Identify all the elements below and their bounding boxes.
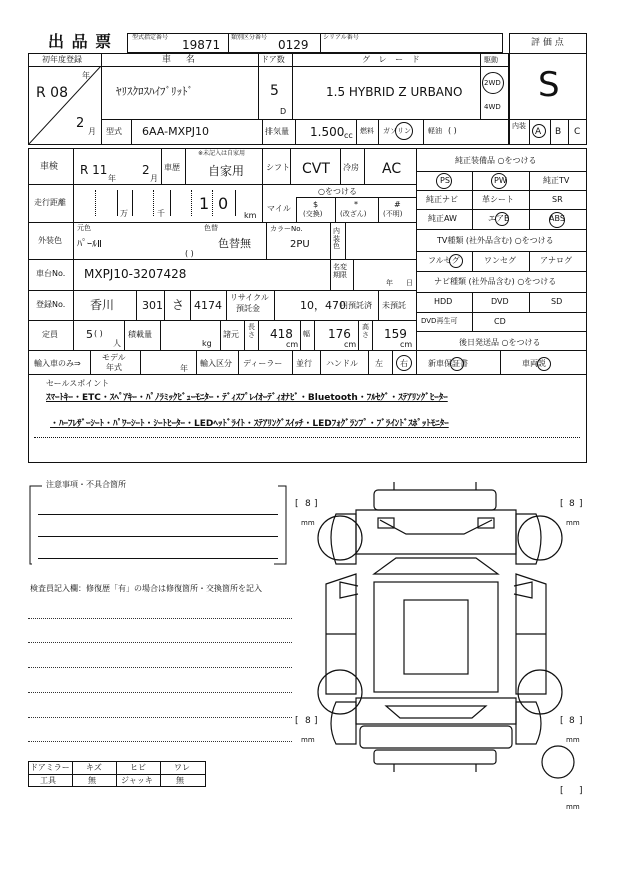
drive-2wd-circle xyxy=(482,72,504,94)
car-name-value[interactable]: ﾔﾘｽｸﾛｽﾊｲﾌﾞﾘｯﾄﾞ xyxy=(116,85,193,98)
equip-leather[interactable]: 革シート xyxy=(482,195,514,204)
first-reg-month[interactable]: 2 xyxy=(76,116,85,131)
mileage-unit: km xyxy=(244,211,257,220)
legend-header-mirror: ドアミラー xyxy=(30,763,70,772)
mark-modified-top[interactable]: * xyxy=(354,200,358,209)
grade-value[interactable]: 1.5 HYBRID Z URBANO xyxy=(326,85,463,99)
later-warranty-circle xyxy=(450,357,464,371)
tire-fl-value[interactable]: 8 xyxy=(305,499,311,509)
form-title: 出 品 票 xyxy=(48,32,113,51)
width-unit: cm xyxy=(344,340,357,349)
handle-left[interactable]: 左 xyxy=(375,359,383,368)
equip-ps[interactable]: PS xyxy=(440,176,450,185)
equip-ps-circle xyxy=(436,173,452,189)
doors-value[interactable]: 5 xyxy=(270,83,279,99)
inspection-year[interactable]: R 11 xyxy=(80,163,108,177)
color-no-label: カラーNo. xyxy=(270,225,303,233)
mark-modified-bottom: (改ざん) xyxy=(340,210,367,218)
load-label: 積載量 xyxy=(128,330,152,339)
tire-rl-unit: mm xyxy=(301,736,315,744)
shift-label: シフト xyxy=(266,163,290,172)
fuel-gasoline[interactable]: ガソリン xyxy=(383,127,411,135)
width-label: 幅 xyxy=(303,330,310,338)
model-label: 型式 xyxy=(106,127,122,136)
mark-exchange-top[interactable]: $ xyxy=(313,200,319,209)
wheel-front-right-icon xyxy=(518,516,562,560)
model-year-suffix: 年 xyxy=(180,364,188,373)
first-reg-year[interactable]: R 08 xyxy=(36,85,68,101)
rating-value[interactable]: S xyxy=(538,65,560,105)
height-value[interactable]: 159 xyxy=(384,327,407,341)
wheel-rear-left-icon xyxy=(318,670,362,714)
tire-rr-unit: mm xyxy=(566,736,580,744)
tire-fl-bracket-open: [ xyxy=(295,499,299,509)
spare-bracket-close: ] xyxy=(579,786,583,796)
inspection-month-suffix: 月 xyxy=(150,174,158,183)
equip-navi[interactable]: 純正ナビ xyxy=(426,195,458,204)
model-year-label-2: 年式 xyxy=(106,363,122,372)
tire-fr-value[interactable]: 8 xyxy=(569,499,575,509)
tire-fr-bracket-open: [ xyxy=(560,499,564,509)
height-label: 高さ xyxy=(362,323,369,339)
caution-bracket xyxy=(28,485,288,565)
equip-aw[interactable]: 純正AW xyxy=(428,214,457,223)
tire-rl-value[interactable]: 8 xyxy=(305,716,311,726)
dvd-play[interactable]: DVD再生可 xyxy=(421,317,458,325)
mileage-digit-1[interactable]: 1 xyxy=(199,194,210,213)
first-reg-year-suffix: 年 xyxy=(82,71,90,80)
mileage-man: 万 xyxy=(120,209,128,218)
capacity-paren: ( ) xyxy=(94,329,103,338)
displacement-unit: cc xyxy=(344,131,353,140)
interior-c[interactable]: C xyxy=(574,127,581,137)
reg-number[interactable]: 4174 xyxy=(194,299,222,312)
wheel-front-left-icon xyxy=(318,516,362,560)
legend-jack-value[interactable]: 無 xyxy=(176,776,184,785)
car-name-label: 車 名 xyxy=(162,55,201,65)
later-warranty[interactable]: 新車保証書 xyxy=(428,359,468,368)
mark-unknown-top[interactable]: # xyxy=(394,200,401,209)
doors-label: ドア数 xyxy=(261,55,285,64)
shift-value[interactable]: CVT xyxy=(302,161,330,177)
navi-sd[interactable]: SD xyxy=(551,297,563,306)
tire-rr-value[interactable]: 8 xyxy=(569,716,575,726)
type-approval-label: 型式指定番号 xyxy=(132,34,169,41)
equip-airbag-circle xyxy=(495,212,509,226)
equip-airbag[interactable]: エアB xyxy=(488,214,510,223)
recycle-label-1: リサイクル xyxy=(230,293,269,302)
category-label: 類別区分番号 xyxy=(231,34,268,41)
interior-rating-label: 内装 xyxy=(512,122,526,130)
equip-abs-circle xyxy=(549,212,565,228)
width-value[interactable]: 176 xyxy=(328,327,351,341)
capacity-unit: 人 xyxy=(113,339,121,348)
equip-sr[interactable]: SR xyxy=(552,195,563,204)
mile-label[interactable]: マイル xyxy=(267,204,291,213)
cd-play[interactable]: CD xyxy=(494,317,506,326)
serial-label: シリアル番号 xyxy=(323,34,359,41)
drive-label: 駆動 xyxy=(484,56,498,64)
later-manual[interactable]: 車両説 xyxy=(522,359,546,368)
orig-color-value[interactable]: ﾊﾟｰﾙⅡ xyxy=(77,239,102,250)
handle-right[interactable]: 右 xyxy=(400,359,408,368)
mark-unknown-bottom: (不明) xyxy=(383,210,403,218)
vehicle-type-value[interactable]: 自家用 xyxy=(208,164,245,178)
category-value[interactable]: 0129 xyxy=(278,38,309,52)
tire-rl-bracket-open: [ xyxy=(295,716,299,726)
recycle-value[interactable]: 10，470 xyxy=(300,299,346,312)
first-reg-label: 初年度登録 xyxy=(42,55,82,64)
height-unit: cm xyxy=(400,340,413,349)
wheel-rear-right-icon xyxy=(518,670,562,714)
caution-label: 注意事項・不具合箇所 xyxy=(46,480,126,489)
load-unit: kg xyxy=(202,339,212,348)
color-no-value[interactable]: 2PU xyxy=(290,239,310,250)
legend-header-crack: ヒビ xyxy=(130,763,146,772)
inspection-year-suffix: 年 xyxy=(108,174,116,183)
tv-fullseg-circle xyxy=(449,254,463,268)
orig-color-label: 元色 xyxy=(77,224,91,232)
name-change-day: 日 xyxy=(406,279,413,287)
legend-jack: ジャッキ xyxy=(121,776,153,785)
recycle-suffix: 円預託済 xyxy=(340,301,372,310)
later-title: 後日発送品 ○をつける xyxy=(459,338,541,347)
car-diagram xyxy=(296,474,596,810)
handle-label: ハンドル xyxy=(326,359,358,368)
equip-pw[interactable]: PW xyxy=(494,176,507,185)
capacity-label: 定員 xyxy=(42,330,58,339)
legend-tools: 工具 xyxy=(40,776,56,785)
later-manual-circle xyxy=(537,357,551,371)
fuel-other[interactable]: ( ) xyxy=(448,126,457,135)
ac-label: 冷房 xyxy=(343,163,359,172)
inspection-month[interactable]: 2 xyxy=(142,163,150,177)
equip-abs[interactable]: ABS xyxy=(549,214,565,223)
grade-label: グ レ ー ド xyxy=(362,55,423,64)
mark-note: ○をつける xyxy=(318,187,357,196)
import-parallel[interactable]: 並行 xyxy=(296,359,312,368)
legend-header-break: ワレ xyxy=(174,763,190,772)
tire-fr-bracket-close: ] xyxy=(579,499,583,509)
tire-rr-bracket-open: [ xyxy=(560,716,564,726)
reg-label: 登録No. xyxy=(36,300,66,309)
inspector-label: 検査員記入欄：修復歴「有」の場合は修復箇所・交換箇所を記入 xyxy=(30,584,262,593)
tire-fr-unit: mm xyxy=(566,519,580,527)
reg-kana[interactable]: さ xyxy=(172,298,185,312)
equipment-title: 純正装備品 ○をつける xyxy=(455,156,537,165)
import-dealer[interactable]: ディーラー xyxy=(243,359,283,368)
tv-analog[interactable]: アナログ xyxy=(540,256,572,265)
length-unit: cm xyxy=(286,340,299,349)
length-value[interactable]: 418 xyxy=(270,327,293,341)
tire-rr-bracket-close: ] xyxy=(579,716,583,726)
name-change-year: 年 xyxy=(386,279,393,287)
reg-area[interactable]: 香川 xyxy=(90,298,115,312)
spare-wheel-icon xyxy=(542,746,574,778)
recycle-label-2: 預託金 xyxy=(236,304,260,313)
equip-pw-circle xyxy=(491,173,507,189)
color-change-label: 色替 xyxy=(204,224,218,232)
mark-exchange-bottom: (交換) xyxy=(303,210,323,218)
color-change-value[interactable]: 色替無 xyxy=(218,237,251,250)
displacement-label: 排気量 xyxy=(265,127,289,136)
tv-oneseg[interactable]: ワンセグ xyxy=(484,256,516,265)
vehicle-type-label: 車歴 xyxy=(164,163,180,172)
interior-color-label: 内装色 xyxy=(333,227,340,251)
fuel-diesel[interactable]: 軽油 xyxy=(428,127,442,135)
doors-suffix: D xyxy=(280,107,287,116)
interior-b[interactable]: B xyxy=(555,127,562,137)
length-label: 長さ xyxy=(248,323,255,339)
tire-rl-bracket-close: ] xyxy=(314,716,318,726)
equip-tv[interactable]: 純正TV xyxy=(543,176,570,185)
reg-class[interactable]: 301 xyxy=(142,299,163,312)
model-value[interactable]: 6AA-MXPJ10 xyxy=(142,125,209,138)
sales-points-line-2: ・ﾊｰﾌﾚｻﾞｰｼｰﾄ・ﾊﾟﾜｰｼｰﾄ・ｼｰﾄﾋｰﾀｰ・LEDﾍｯﾄﾞﾗｲﾄ・ｽﾃｱﾘﾝｸﾞｽｲｯﾁ・LEDﾌｫｸﾞﾗﾝﾌﾟ・ﾌﾞﾗｲﾝﾄﾞｽﾎﾟｯﾄﾓﾆﾀｰ xyxy=(50,419,449,429)
import-label: 輸入車のみ⇒ xyxy=(34,359,81,368)
interior-a-circle xyxy=(532,124,546,138)
sales-points-line-1: ｽﾏｰﾄｷｰ・ETC・ｽﾍﾟｱｷｰ・ﾊﾟﾉﾗﾐｯｸﾋﾞｭｰﾓﾆﾀｰ・ﾃﾞｨｽﾌﾟﾚｲｵｰﾃﾞｨｵﾅﾋﾞ・Bluetooth・ﾌﾙｾｸﾞ・ｽﾃｱﾘﾝｸﾞﾋｰﾀｰ xyxy=(46,393,448,403)
navi-hdd[interactable]: HDD xyxy=(434,297,453,306)
ac-value[interactable]: AC xyxy=(382,161,402,177)
color-paren: ( ) xyxy=(185,249,194,258)
handle-right-circle xyxy=(396,355,412,371)
exterior-color-label: 外装色 xyxy=(38,236,62,245)
first-reg-month-suffix: 月 xyxy=(88,127,96,136)
chassis-label: 車台No. xyxy=(36,269,66,278)
model-year-label-1: モデル xyxy=(102,353,126,362)
tv-title: TV種類 (社外品含む) ○をつける xyxy=(437,236,554,245)
sales-points-label: セールスポイント xyxy=(46,379,110,388)
spare-bracket-open: [ xyxy=(560,786,564,796)
spare-unit: mm xyxy=(566,803,580,811)
tire-fl-unit: mm xyxy=(301,519,315,527)
tire-fl-bracket-close: ] xyxy=(314,499,318,509)
name-change-label: 名変期限 xyxy=(333,263,347,280)
mileage-sen: 千 xyxy=(157,209,165,218)
recycle-unpaid[interactable]: 未預託 xyxy=(382,301,406,310)
legend-tools-value[interactable]: 無 xyxy=(88,776,96,785)
displacement-value[interactable]: 1.500 xyxy=(310,125,345,139)
import-class-label: 輸入区分 xyxy=(200,359,232,368)
interior-a[interactable]: A xyxy=(535,127,542,137)
vehicle-type-note: ※未記入は自家用 xyxy=(198,150,246,157)
drive-4wd[interactable]: 4WD xyxy=(484,103,501,111)
navi-title: ナビ種類 (社外品含む) ○をつける xyxy=(434,277,557,286)
capacity-value[interactable]: 5 xyxy=(86,328,93,341)
legend-header-scratch: キズ xyxy=(86,763,102,772)
mileage-digit-2[interactable]: 0 xyxy=(218,194,229,213)
chassis-value[interactable]: MXPJ10-3207428 xyxy=(84,267,187,281)
navi-dvd[interactable]: DVD xyxy=(491,297,509,306)
mileage-label: 走行距離 xyxy=(34,198,66,207)
type-approval-value[interactable]: 19871 xyxy=(182,38,221,52)
tv-fullseg[interactable]: フルセグ xyxy=(428,256,460,265)
rating-label: 評 価 点 xyxy=(531,38,564,48)
dims-label: 諸元 xyxy=(223,330,239,339)
inspection-label: 車検 xyxy=(40,162,59,172)
fuel-gasoline-circle xyxy=(395,122,413,140)
fuel-label: 燃料 xyxy=(360,127,374,135)
drive-2wd[interactable]: 2WD xyxy=(484,79,501,87)
